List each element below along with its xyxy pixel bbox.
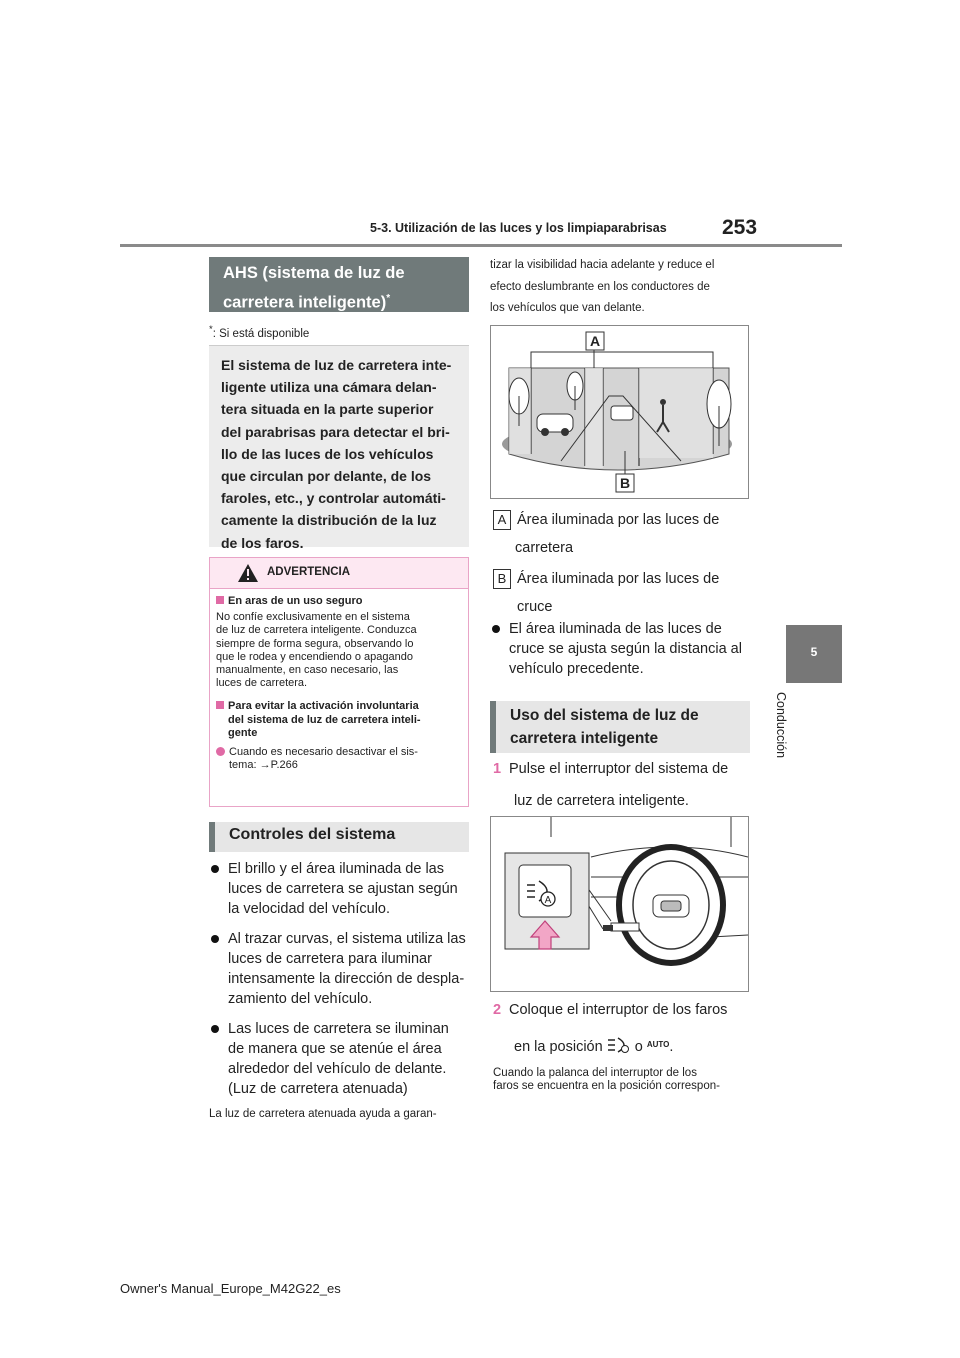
header-rule	[120, 244, 842, 247]
controls-bullets	[209, 859, 471, 1122]
chapter-tab-label: Conducción	[774, 692, 788, 759]
low-beam-bullet	[490, 619, 752, 689]
section-title: 5-3. Utilización de las luces y los limpiaparabrisas	[370, 221, 667, 235]
warning-text: No confíe exclusivamente en el sistema de luz de carretera inteligente. Conduzca siempre de forma segura, observando lo que le rodea y encendiendo o apagando manualmente, en caso necesario, las luces de carretera.	[216, 611, 417, 690]
figure-label-a: A	[589, 333, 601, 349]
body-text: tizar la visibilidad hacia adelante y reduce el efecto deslumbrante en los conductores de los vehículos que van delante.	[490, 259, 715, 314]
list-item: Al trazar curvas, el sistema utiliza las luces de carretera para iluminar intensamente la dirección de despla- zamiento del vehículo.	[209, 929, 471, 1009]
list-item: El área iluminada de las luces de cruce se ajusta según la distancia al vehículo precedente.	[490, 619, 752, 679]
illumination-figure	[490, 325, 749, 499]
switch-figure	[490, 816, 749, 992]
switch-label-a: A	[544, 895, 552, 906]
list-item: El brillo y el área iluminada de las luces de carretera se ajustan según la velocidad del vehículo.	[209, 859, 471, 919]
warning-box	[209, 557, 469, 807]
warning-triangle-icon	[237, 563, 259, 583]
page-number: 253	[722, 216, 758, 239]
intro-box: El sistema de luz de carretera inte- ligente utiliza una cámara delan- tera situada en la parte superior del parabrisas para detectar el bri- llo de las luces de los vehículos que circulan por delante, de los faroles, etc., y controlar automáti- camente la distribución de la luz de los faros.	[209, 345, 469, 547]
ahs-heading: AHS (sistema de luz de carretera inteligente)*	[209, 257, 469, 312]
warning-header	[210, 558, 468, 589]
availability-footnote: *: Si está disponible	[209, 324, 310, 340]
body-text: La luz de carretera atenuada ayuda a garan-	[209, 1108, 437, 1120]
footer-text: Owner's Manual_Europe_M42G22_es	[120, 1281, 341, 1296]
warning-section-title: En aras de un uso seguro	[216, 595, 462, 608]
uso-heading: Uso del sistema de luz de carretera inteligente	[490, 701, 750, 753]
controls-heading: Controles del sistema	[209, 822, 469, 852]
warning-bullet: Cuando es necesario desactivar el sis- tema: →P.266	[216, 746, 462, 772]
list-item: Las luces de carretera se iluminan de manera que se atenúe el área alrededor del vehículo de delante. (Luz de carretera atenuada)	[209, 1019, 471, 1099]
dashboard-illustration	[491, 817, 748, 991]
headlight-auto-icon	[607, 1037, 631, 1053]
road-illustration	[491, 326, 748, 498]
step-1: 1 Pulse el interruptor del sistema de luz de carretera inteligente.	[493, 761, 729, 809]
figure-legend	[493, 510, 753, 618]
legend-item: A Área iluminada por las luces de	[493, 510, 753, 531]
warning-title: ADVERTENCIA	[267, 566, 351, 578]
legend-item-cont: carretera	[515, 540, 574, 556]
body-text: Cuando la palanca del interruptor de los faros se encuentra en la posición correspon-	[493, 1067, 720, 1092]
legend-item-cont: cruce	[517, 599, 553, 615]
chapter-tab: 5	[786, 625, 842, 683]
step-2: 2 Coloque el interruptor de los faros en la posición o $^{AUTO}$.	[493, 1002, 728, 1055]
warning-section-title: Para evitar la activación involuntaria del sistema de luz de carretera inteli- gente	[216, 700, 462, 740]
auto-label: AUTO	[646, 1040, 670, 1049]
figure-label-b: B	[619, 475, 631, 491]
legend-item: B Área iluminada por las luces de	[493, 569, 753, 590]
